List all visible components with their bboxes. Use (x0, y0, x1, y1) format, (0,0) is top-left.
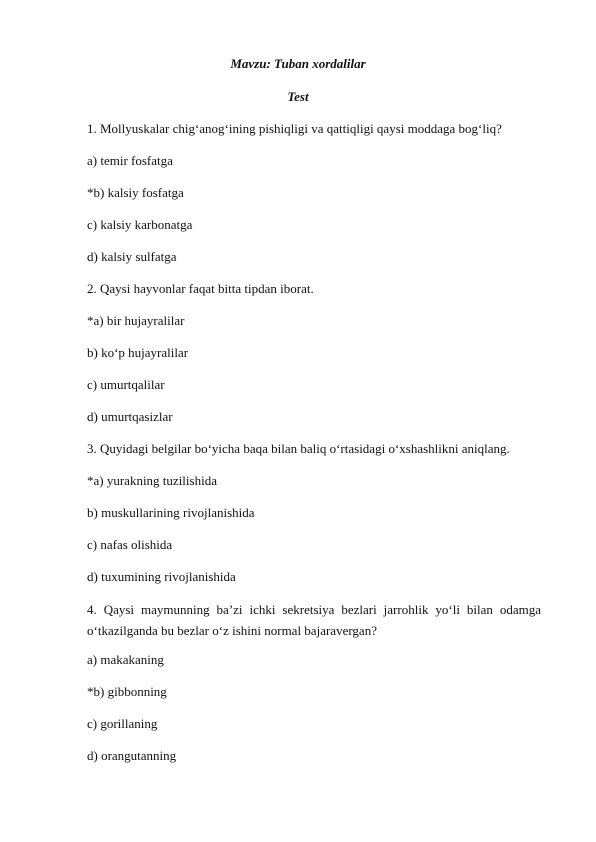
question-2-option-c: c) umurtqalilar (87, 377, 165, 392)
question-2-option-b: b) ko‘p hujayralilar (87, 345, 189, 360)
question-2-option-a: *a) bir hujayralilar (87, 313, 185, 328)
question-1-option-a: a) temir fosfatga (87, 153, 173, 168)
page-subtitle: Test (287, 89, 309, 104)
question-1-option-b: *b) kalsiy fosfatga (87, 185, 184, 200)
question-3-option-b: b) muskullarining rivojlanishida (87, 505, 255, 520)
question-1-text: 1. Mollyuskalar chig‘anog‘ining pishiqligi va qattiqligi qaysi moddaga bog‘liq? (87, 121, 502, 136)
question-1-option-d: d) kalsiy sulfatga (87, 249, 177, 264)
question-3-option-d: d) tuxumining rivojlanishida (87, 569, 236, 584)
page-title: Mavzu: Tuban xordalilar (230, 56, 366, 71)
question-2-text: 2. Qaysi hayvonlar faqat bitta tipdan iborat. (87, 281, 314, 296)
question-1-option-c: c) kalsiy karbonatga (87, 217, 193, 232)
question-4-option-d: d) orangutanning (87, 748, 177, 763)
question-3-text: 3. Quyidagi belgilar bo‘yicha baqa bilan baliq o‘rtasidagi o‘xshashlikni aniqlang. (87, 441, 510, 456)
question-4-text: 4. Qaysi maymunning ba’zi ichki sekretsiya bezlari jarrohlik yo‘li bilan odamga o‘tkazilganda bu bezlar o‘z ishini normal bajaravergan? (87, 602, 541, 638)
question-3-option-a: *a) yurakning tuzilishida (87, 473, 217, 488)
question-4-option-b: *b) gibbonning (87, 684, 167, 699)
question-2-option-d: d) umurtqasizlar (87, 409, 173, 424)
question-4-option-c: c) gorillaning (87, 716, 158, 731)
question-list (87, 121, 541, 780)
question-3-option-c: c) nafas olishida (87, 537, 173, 552)
question-4-option-a: a) makakaning (87, 652, 164, 667)
